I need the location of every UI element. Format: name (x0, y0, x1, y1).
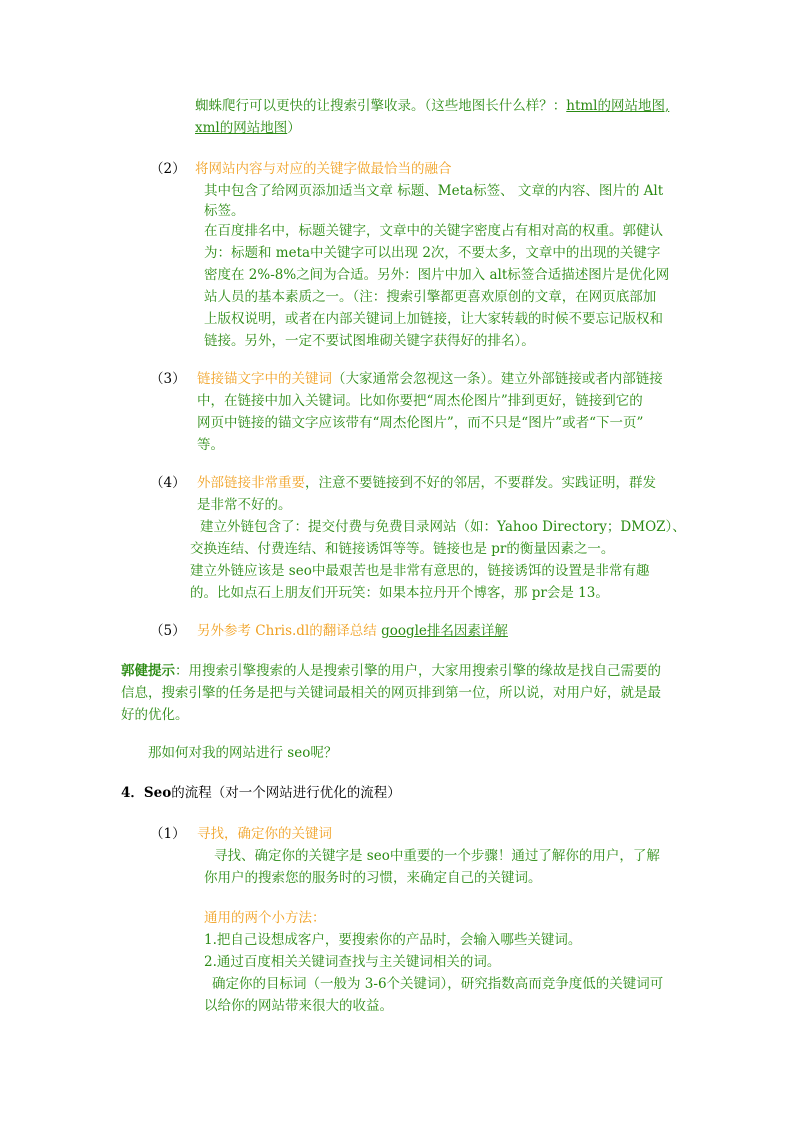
s2-title: 将网站内容与对应的关键字做最恰当的融合 (195, 161, 452, 177)
tip-line-2: 信息，搜索引擎的任务是把与关键词最相关的网页排到第一位，所以说，对用户好，就是最 (121, 685, 661, 701)
section-4-heading (121, 782, 401, 804)
s4-line-0: 是非常不好的。 (197, 497, 292, 513)
s4-line-first-text: ，注意不要链接到不好的邻居，不要群发。实践证明，群发 (305, 475, 656, 491)
tip-label: 郭健提示 (121, 663, 175, 679)
f1-sub-line-2: 确定你的目标词（一般为 3-6个关键词），研究指数高而竞争度低的关键词可 (212, 976, 664, 992)
s4-number: （4） (150, 475, 186, 491)
s4-line-4: 的。比如点石上朋友们开玩笑：如果本拉丹开个博客，那 pr会是 13。 (190, 585, 609, 601)
s3-line-first-text: （大家通常会忽视这一条）。建立外部链接或者内部链接 (332, 371, 663, 387)
f1-number: （1） (150, 826, 186, 842)
intro-line-2 (195, 117, 301, 139)
s2-line-3: 为：标题和 meta中关键字可以出现 2次，不要太多，文章中的出现的关键字 (204, 245, 661, 261)
tip-text-1: ：用搜索引擎搜索的人是搜索引擎的用户，大家用搜索引擎的缘故是找自己需要的 (175, 663, 661, 679)
s5-number: （5） (150, 623, 186, 639)
s2-line-7: 链接。另外，一定不要试图堆砌关键字获得好的排名）。 (204, 333, 535, 349)
s2-line-6: 上版权说明，或者在内部关键词上加链接，让大家转载的时候不要忘记版权和 (204, 311, 663, 327)
s2-line-0: 其中包含了给网页添加适当文章 标题、Meta标签、 文章的内容、图片的 Alt (204, 183, 664, 199)
s4-line-2: 交换连结、付费连结、和链接诱饵等等。链接也是 pr的衡量因素之一。 (190, 541, 615, 557)
f1-line-0: 寻找、确定你的关键字是 seo中重要的一个步骤！通过了解你的用户，了解 (214, 848, 660, 864)
s3-line-2: 等。 (197, 437, 224, 453)
intro-close-paren: ） (287, 120, 301, 136)
heading-number: 4． (121, 785, 144, 801)
tip-line-1 (121, 660, 661, 682)
s5-line (197, 620, 508, 642)
f1-sub-line-1: 2.通过百度相关关键词查找与主关键词相关的词。 (204, 954, 501, 970)
s3-line-first (197, 368, 663, 390)
s3-line-1: 网页中链接的锚文字应该带有“周杰伦图片”，而不只是“图片”或者“下一页” (197, 415, 644, 431)
xml-sitemap-link[interactable]: xml的网站地图 (195, 120, 288, 136)
s3-line-0: 中，在链接中加入关键词。比如你要把“周杰伦图片”排到更好，链接到它的 (197, 393, 643, 409)
s3-number: （3） (150, 371, 186, 387)
tip-line-3: 好的优化。 (121, 707, 189, 723)
intro-text: 蜘蛛爬行可以更快的让搜索引擎收录。（这些地图长什么样？： (195, 98, 567, 114)
f1-title: 寻找，确定你的关键词 (197, 826, 332, 842)
heading-rest: 的流程（对一个网站进行优化的流程） (171, 785, 401, 801)
s4-line-first (197, 472, 656, 494)
s2-line-5: 站人员的基本素质之一。（注：搜索引擎都更喜欢原创的文章，在网页底部加 (204, 289, 657, 305)
f1-sub-line-0: 1.把自己设想成客户，要搜索你的产品时，会输入哪些关键词。 (204, 932, 582, 948)
heading-seo: Seo (143, 785, 172, 801)
html-sitemap-link[interactable]: html的网站地图, (566, 98, 670, 114)
s4-line-3: 建立外链应该是 seo中最艰苦也是非常有意思的，链接诱饵的设置是非常有趣 (190, 563, 650, 579)
s4-line-1: 建立外链包含了：提交付费与免费目录网站（如：Yahoo Directory；DMOZ）、 (200, 519, 686, 535)
f1-line-1: 你用户的搜索您的服务时的习惯，来确定自己的关键词。 (204, 870, 542, 886)
f1-sub-line-3: 以给你的网站带来很大的收益。 (204, 998, 393, 1014)
google-ranking-factors-link[interactable]: google排名因素详解 (381, 623, 508, 639)
s2-number: （2） (150, 161, 186, 177)
s5-text: 另外参考 Chris.dl的翻译总结 (197, 623, 382, 639)
question-line: 那如何对我的网站进行 seo呢？ (148, 745, 338, 761)
s2-line-2: 在百度排名中，标题关键字，文章中的关键字密度占有相对高的权重。郭健认 (204, 223, 663, 239)
f1-sub-title: 通用的两个小方法： (204, 910, 326, 926)
s2-line-4: 密度在 2%-8%之间为合适。另外：图片中加入 alt标签合适描述图片是优化网 (204, 267, 670, 283)
s2-line-1: 标签。 (204, 203, 245, 219)
intro-line-1 (195, 95, 669, 117)
s4-title: 外部链接非常重要 (197, 475, 305, 491)
s3-title: 链接锚文字中的关键词 (197, 371, 332, 387)
